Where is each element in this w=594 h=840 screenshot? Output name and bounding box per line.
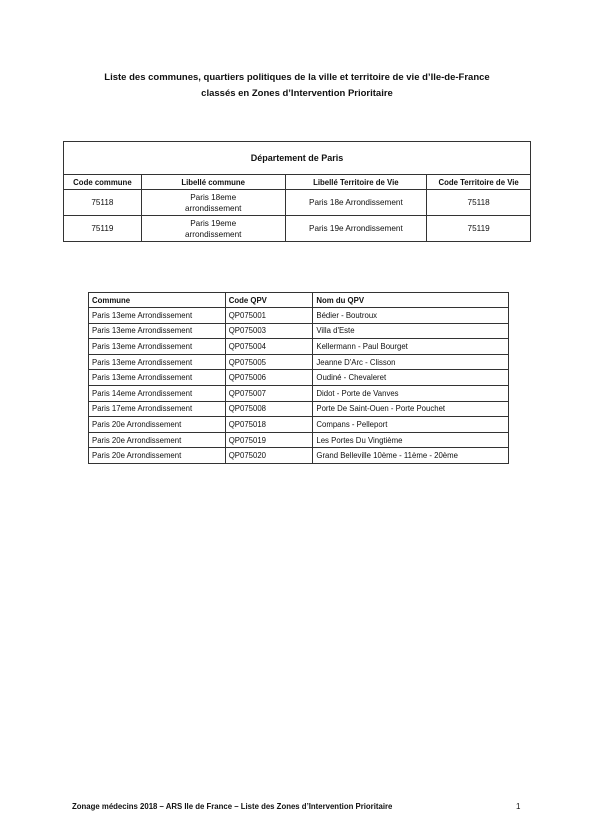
table-row [64,216,531,242]
footer-text: Zonage médecins 2018 – ARS Ile de France – Liste des Zones d’Intervention Prioritaire [72,802,393,811]
table-row [89,417,509,433]
libelle-territoire-cell: Paris 18e Arrondissement [285,190,427,216]
column-header: Libellé Territoire de Vie [285,175,427,190]
commune-cell: Paris 13eme Arrondissement [89,354,226,370]
nom-qpv-cell: Kellermann - Paul Bourget [313,339,509,355]
department-heading: Département de Paris [64,142,531,175]
commune-cell: Paris 20e Arrondissement [89,417,226,433]
code-qpv-cell: QP075007 [225,385,313,401]
table-row [89,339,509,355]
commune-cell: Paris 13eme Arrondissement [89,308,226,324]
department-table [63,141,531,242]
table-row [89,323,509,339]
table-row [89,432,509,448]
libelle-commune-cell: Paris 19eme arrondissement [141,216,285,242]
page-number: 1 [516,802,521,811]
libelle-commune-cell: Paris 18eme arrondissement [141,190,285,216]
column-header: Code Territoire de Vie [427,175,531,190]
table-row [89,308,509,324]
commune-cell: Paris 13eme Arrondissement [89,370,226,386]
nom-qpv-cell: Les Portes Du Vingtième [313,432,509,448]
nom-qpv-cell: Jeanne D'Arc - Clisson [313,354,509,370]
nom-qpv-cell: Compans - Pelleport [313,417,509,433]
code-qpv-cell: QP075018 [225,417,313,433]
code-commune-cell: 75119 [64,216,142,242]
code-qpv-cell: QP075001 [225,308,313,324]
code-territoire-cell: 75119 [427,216,531,242]
nom-qpv-cell: Grand Belleville 10ème - 11ème - 20ème [313,448,509,464]
column-header: Libellé commune [141,175,285,190]
title-line-1: Liste des communes, quartiers politiques de la ville et territoire de vie d’Ile-de-France [104,72,490,83]
table-row [89,448,509,464]
code-qpv-cell: QP075019 [225,432,313,448]
qpv-table-body [89,308,509,464]
nom-qpv-cell: Bédier - Boutroux [313,308,509,324]
column-header: Code commune [64,175,142,190]
nom-qpv-cell: Porte De Saint-Ouen - Porte Pouchet [313,401,509,417]
code-qpv-cell: QP075004 [225,339,313,355]
qpv-table [88,292,509,464]
title-line-2: classés en Zones d’Intervention Prioritaire [201,88,393,99]
code-qpv-cell: QP075005 [225,354,313,370]
table-row [89,385,509,401]
column-header: Commune [89,293,226,308]
nom-qpv-cell: Didot - Porte de Vanves [313,385,509,401]
libelle-territoire-cell: Paris 19e Arrondissement [285,216,427,242]
commune-cell: Paris 14eme Arrondissement [89,385,226,401]
column-header: Nom du QPV [313,293,509,308]
code-territoire-cell: 75118 [427,190,531,216]
code-qpv-cell: QP075008 [225,401,313,417]
commune-cell: Paris 17eme Arrondissement [89,401,226,417]
table-row [64,190,531,216]
code-qpv-cell: QP075006 [225,370,313,386]
commune-cell: Paris 13eme Arrondissement [89,323,226,339]
code-commune-cell: 75118 [64,190,142,216]
table-row [89,370,509,386]
table-row [89,401,509,417]
nom-qpv-cell: Villa d'Este [313,323,509,339]
commune-cell: Paris 13eme Arrondissement [89,339,226,355]
column-header: Code QPV [225,293,313,308]
page-title [60,70,534,102]
code-qpv-cell: QP075003 [225,323,313,339]
table-row [89,354,509,370]
commune-cell: Paris 20e Arrondissement [89,432,226,448]
code-qpv-cell: QP075020 [225,448,313,464]
nom-qpv-cell: Oudiné - Chevaleret [313,370,509,386]
commune-cell: Paris 20e Arrondissement [89,448,226,464]
